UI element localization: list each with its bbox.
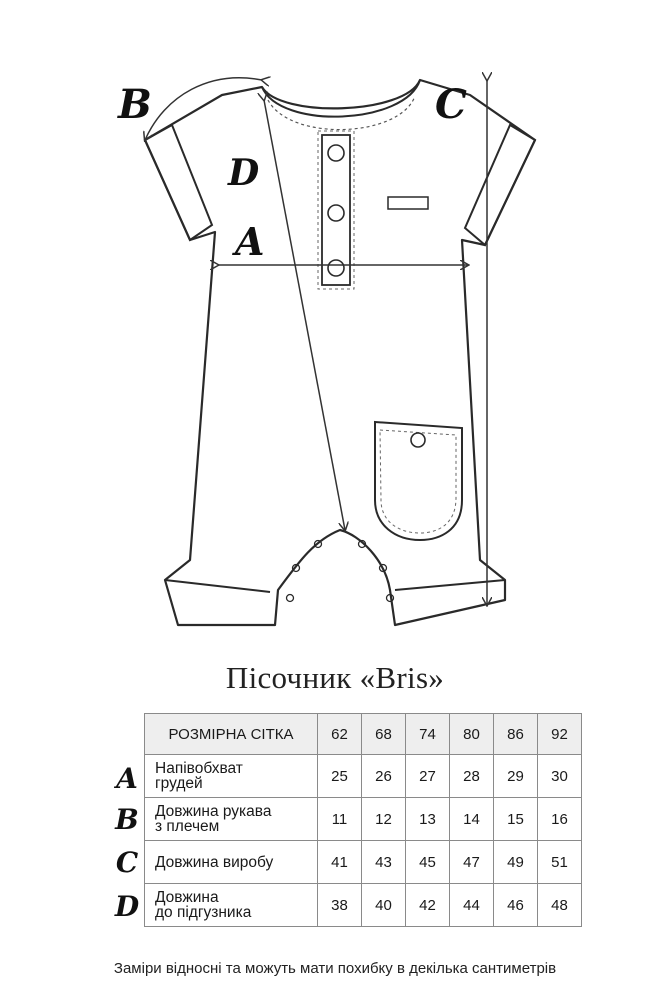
table-cell: 41 xyxy=(318,841,362,884)
size-column-header: 80 xyxy=(450,714,494,755)
table-cell: 48 xyxy=(538,884,582,927)
size-column-header: 92 xyxy=(538,714,582,755)
chest-label xyxy=(388,197,428,209)
right-leg-cuff xyxy=(395,580,505,590)
button-placket xyxy=(322,135,350,285)
pocket-button xyxy=(411,433,425,447)
table-row-sleeve xyxy=(145,798,582,841)
row-label xyxy=(145,841,318,884)
table-header-label: РОЗМІРНА СІТКА xyxy=(145,714,318,755)
row-letter-d: D xyxy=(114,890,140,923)
table-cell: 42 xyxy=(406,884,450,927)
row-label-line: з плечем xyxy=(155,818,220,835)
measurement-disclaimer: Заміри відносні та можуть мати похибку в декілька сантиметрів xyxy=(113,960,557,977)
table-cell: 27 xyxy=(406,755,450,798)
placket-button xyxy=(328,260,344,276)
table-cell: 26 xyxy=(362,755,406,798)
measure-line-d xyxy=(264,100,345,530)
right-sleeve-cuff xyxy=(465,125,535,245)
table-cell: 40 xyxy=(362,884,406,927)
measure-letter-b: B xyxy=(118,81,152,128)
collar-stitch xyxy=(268,96,415,130)
table-cell: 14 xyxy=(450,798,494,841)
row-label xyxy=(145,798,318,841)
row-label-line: до підгузника xyxy=(155,904,252,921)
row-label-line: Довжина xyxy=(155,889,219,906)
measure-letter-d: D xyxy=(228,152,260,194)
row-letter-a: A xyxy=(116,762,138,795)
table-cell: 11 xyxy=(318,798,362,841)
table-cell: 25 xyxy=(318,755,362,798)
size-column-header: 86 xyxy=(494,714,538,755)
table-cell: 49 xyxy=(494,841,538,884)
product-title: Пісочник «Bris» xyxy=(225,660,445,695)
measure-letter-c: C xyxy=(435,81,467,128)
placket-button xyxy=(328,205,344,221)
row-label-line: грудей xyxy=(155,775,203,792)
row-label xyxy=(145,884,318,927)
left-leg-cuff xyxy=(165,580,270,592)
row-label-line: Довжина виробу xyxy=(155,853,274,871)
table-cell: 29 xyxy=(494,755,538,798)
row-label-line: Напівобхват xyxy=(155,760,243,777)
table-cell: 38 xyxy=(318,884,362,927)
table-cell: 28 xyxy=(450,755,494,798)
table-cell: 45 xyxy=(406,841,450,884)
patch-pocket xyxy=(375,422,462,540)
left-sleeve-cuff xyxy=(145,125,212,240)
table-cell: 15 xyxy=(494,798,538,841)
table-cell: 43 xyxy=(362,841,406,884)
table-cell: 46 xyxy=(494,884,538,927)
size-column-header: 62 xyxy=(318,714,362,755)
measure-letter-a: A xyxy=(235,219,265,264)
table-row-diaper xyxy=(145,884,582,927)
size-column-header: 68 xyxy=(362,714,406,755)
size-column-header: 74 xyxy=(406,714,450,755)
table-cell: 13 xyxy=(406,798,450,841)
table-cell: 30 xyxy=(538,755,582,798)
table-row-length xyxy=(145,841,582,884)
crotch-snap xyxy=(287,595,294,602)
table-cell: 51 xyxy=(538,841,582,884)
table-header-row xyxy=(145,714,582,755)
table-cell: 44 xyxy=(450,884,494,927)
size-chart-table xyxy=(144,713,582,927)
row-letter-c: C xyxy=(115,846,139,879)
romper-outline xyxy=(145,80,535,625)
row-label-line: Довжина рукава xyxy=(155,803,272,820)
row-letter-b: B xyxy=(115,803,139,836)
table-cell: 47 xyxy=(450,841,494,884)
placket-button xyxy=(328,145,344,161)
table-cell: 16 xyxy=(538,798,582,841)
row-label xyxy=(145,755,318,798)
table-row-chest xyxy=(145,755,582,798)
table-cell: 12 xyxy=(362,798,406,841)
